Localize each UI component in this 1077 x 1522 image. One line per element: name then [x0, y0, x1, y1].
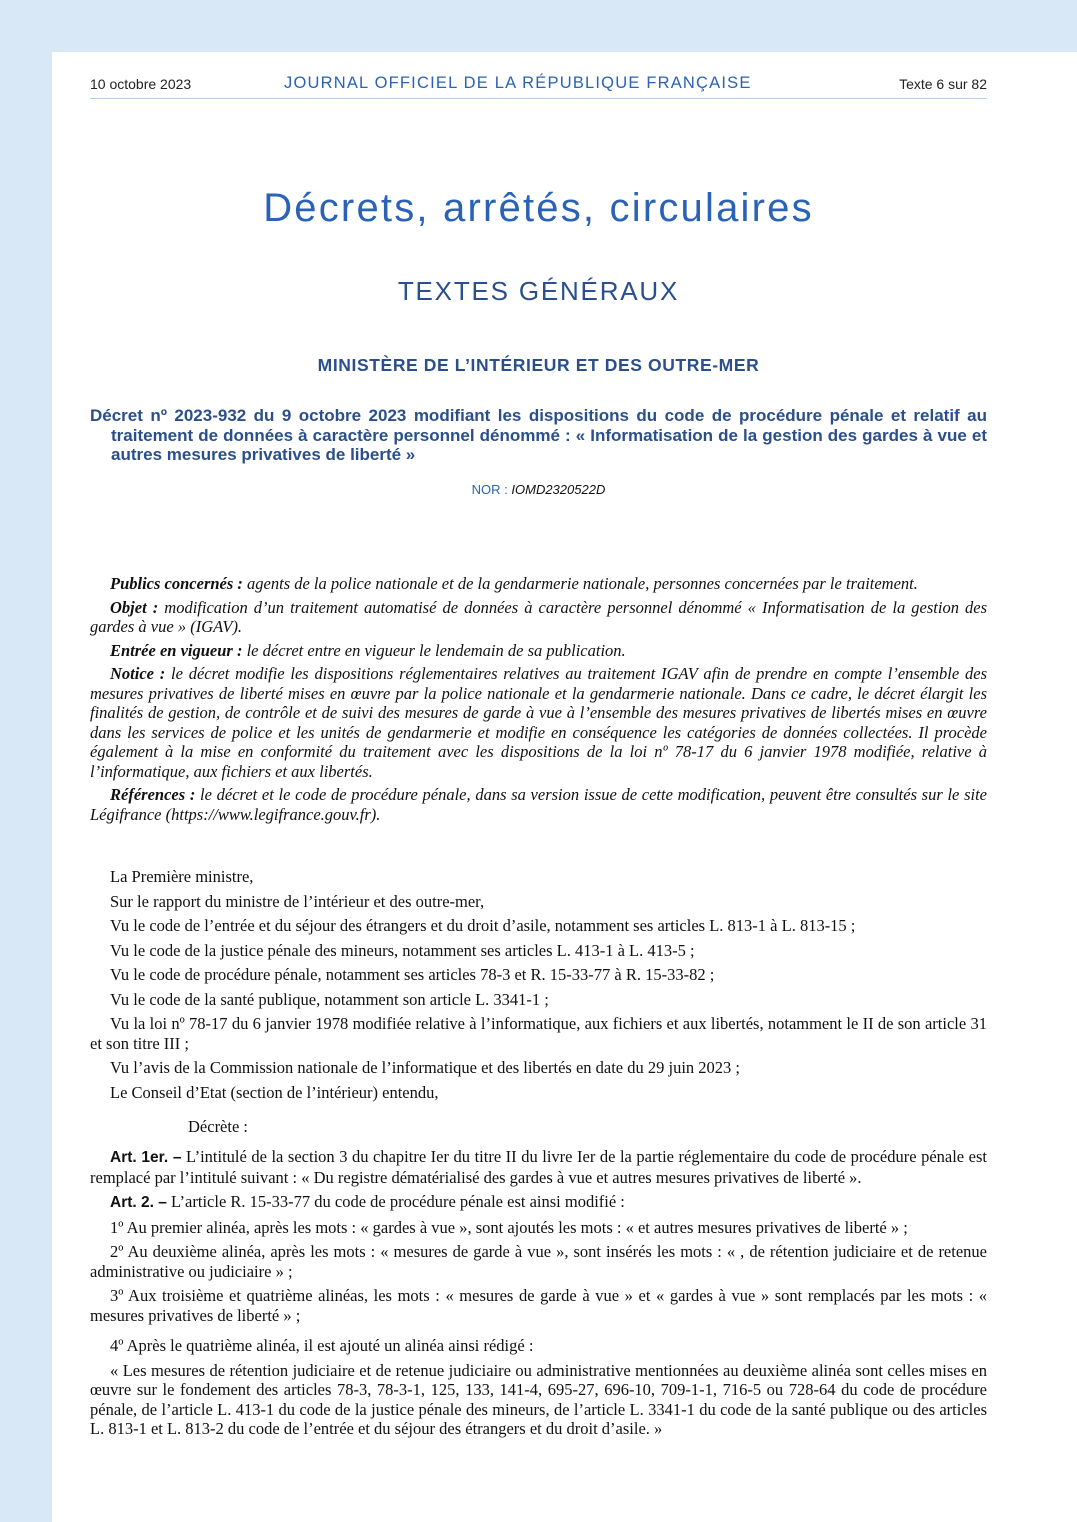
visa-line: Vu le code de la santé publique, notamment son article L. 3341-1 ;	[110, 989, 549, 1009]
visa-line: Vu l’avis de la Commission nationale de l’informatique et des libertés en date du 29 juin 2023 ;	[110, 1058, 740, 1077]
article-item: 1º Au premier alinéa, après les mots : « gardes à vue », sont ajoutés les mots : « et autres mesures privatives de liberté » ;	[110, 1217, 908, 1237]
visa-line: Le Conseil d’Etat (section de l’intérieur) entendu,	[110, 1082, 439, 1102]
publication-date: 10 octobre 2023	[90, 76, 192, 92]
notice-text: le décret entre en vigueur le lendemain de sa publication.	[242, 640, 626, 660]
article-label: Art. 2. –	[110, 1194, 167, 1211]
article-item: 2º Au deuxième alinéa, après les mots : « mesures de garde à vue », sont insérés les mots : « , de rétention judiciaire et de retenue administrative ou judiciaire » ;	[90, 1242, 987, 1281]
notice-label: Publics concernés :	[110, 574, 243, 593]
visa-line: Sur le rapport du ministre de l’intérieur et des outre-mer,	[110, 891, 485, 911]
visa-line: Vu le code de procédure pénale, notamment ses articles 78-3 et R. 15-33-77 à R. 15-33-82 ;	[110, 965, 715, 984]
notice-text: le décret et le code de procédure pénale, dans sa version issue de cette modification, peuvent être consultés sur le site Légifrance (https://www.legifrance.gouv.fr).	[90, 785, 987, 824]
text-number: Texte 6 sur 82	[899, 76, 987, 92]
notice-paragraph	[90, 785, 987, 824]
notice-paragraph	[90, 641, 987, 661]
nor-value: IOMD2320522D	[511, 482, 606, 497]
article-item: 3º Aux troisième et quatrième alinéas, les mots : « mesures de garde à vue » et « gardes à vue » sont remplacés par les mots : « mesures privatives de liberté » ;	[90, 1286, 987, 1325]
section-title: Décrets, arrêtés, circulaires	[263, 186, 814, 230]
visa-line: Vu le code de la justice pénale des mineurs, notamment ses articles L. 413-1 à L. 413-5 ;	[110, 940, 695, 960]
decree-title: Décret nº 2023-932 du 9 octobre 2023 modifiant les dispositions du code de procédure pénale et relatif au traitement de données à caractère personnel dénommé : « Informatisation de la gestion des gardes à vue et autres mesures privatives de liberté »	[90, 406, 987, 464]
ministry-heading: MINISTÈRE DE L’INTÉRIEUR ET DES OUTRE-MER	[317, 355, 760, 375]
visa-line: La Première ministre,	[110, 867, 254, 886]
notice-label: Références :	[110, 785, 196, 804]
article-1	[90, 1147, 987, 1187]
article-quote: « Les mesures de rétention judiciaire et de retenue judiciaire ou administrative mentionnées au deuxième alinéa sont celles mises en œuvre sur le fondement des articles 78-3, 78-3-1, 125, 133, 141-4, 695-27, 696-10, 709-1-1, 716-5 ou 728-64 du code de procédure pénale, de l’article L. 413-1 du code de la justice pénale des mineurs, de l’article L. 3341-1 du code de la santé publique ou des articles L. 813-1 et L. 813-2 du code de l’entrée et du séjour des étrangers et du droit d’asile. »	[90, 1360, 987, 1438]
visa-line: Vu la loi nº 78-17 du 6 janvier 1978 modifiée relative à l’informatique, aux fichiers et aux libertés, notamment le II de son article 31 et son titre III ;	[90, 1014, 987, 1053]
decrete-line: Décrète :	[188, 1117, 248, 1136]
notice-text: modification d’un traitement automatisé de données à caractère personnel dénommé « Informatisation de la gestion des gardes à vue » (IGAV).	[90, 597, 988, 636]
articles-block	[90, 1147, 987, 1444]
notice-paragraph	[90, 664, 987, 781]
journal-name: JOURNAL OFFICIEL DE LA RÉPUBLIQUE FRANÇAISE	[284, 74, 752, 92]
visas-block	[90, 867, 987, 1107]
visa-line: Vu le code de l’entrée et du séjour des étrangers et du droit d’asile, notamment ses articles L. 813-1 à L. 813-15 ;	[110, 916, 856, 935]
article-label: Art. 1er. –	[110, 1149, 182, 1166]
notice-text: agents de la police nationale et de la gendarmerie nationale, personnes concernées par le traitement.	[242, 574, 918, 593]
notice-label: Entrée en vigueur :	[110, 640, 243, 660]
notice-block	[90, 574, 987, 828]
article-text: L’intitulé de la section 3 du chapitre Ier du titre II du livre Ier de la partie réglementaire du code de procédure pénale est remplacé par l’intitulé suivant : « Du registre dématérialisé des gardes à vue et autres mesures privatives de liberté ».	[90, 1147, 987, 1187]
nor-label: NOR :	[471, 482, 508, 497]
document-page	[52, 52, 1077, 1522]
notice-label: Notice :	[110, 664, 166, 683]
notice-paragraph	[90, 598, 987, 637]
article-text: L’article R. 15-33-77 du code de procédure pénale est ainsi modifié :	[166, 1192, 625, 1211]
nor-reference	[90, 482, 987, 497]
notice-label: Objet :	[110, 597, 159, 617]
notice-paragraph	[90, 574, 987, 594]
page-header	[90, 62, 987, 99]
article-2	[90, 1192, 987, 1213]
notice-text: le décret modifie les dispositions réglementaires relatives au traitement IGAV afin de prendre en compte l’ensemble des mesures privatives de liberté mises en œuvre par la police nationale et la gendarmerie nationale. Dans ce cadre, le décret élargit les finalités de gestion, de contrôle et de suivi des mesures de garde à vue à l’ensemble des mesures privatives de libertés mises en œuvre dans les services de police et les unités de gendarmerie et modifie en conséquence les catégories de données collectées. Il procède également à la mise en conformité du traitement avec les dispositions de la loi nº 78-17 du 6 janvier 1978 modifiée, relative à l’informatique, aux fichiers et aux libertés.	[90, 664, 987, 781]
article-item: 4º Après le quatrième alinéa, il est ajouté un alinéa ainsi rédigé :	[110, 1336, 534, 1355]
sub-title: TEXTES GÉNÉRAUX	[397, 276, 680, 306]
